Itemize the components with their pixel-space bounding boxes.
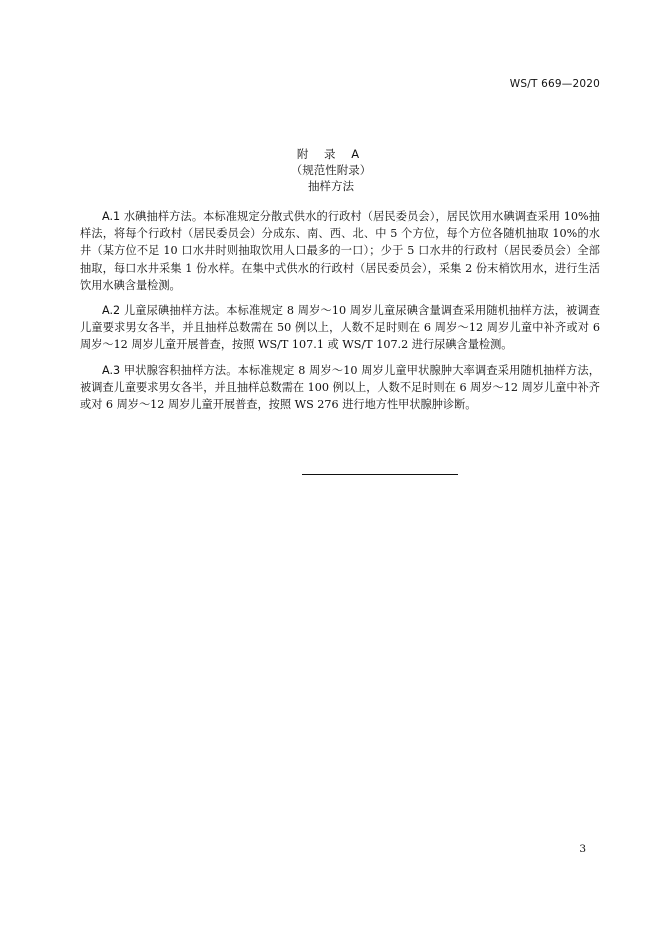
paragraph-text: 儿童尿碘抽样方法。本标准规定 8 周岁～10 周岁儿童尿碘含量调查采用随机抽样方法，被调查儿童要求男女各半，并且抽样总数需在 50 例以上，人数不足时则在 6 周岁～12 周岁儿童中补齐或对 6 周岁～12 周岁儿童开展普查，按照 WS/T 107.1 或 WS/T 107.2 进行尿碘含量检测。 [80,304,600,352]
paragraph-a1 [80,208,600,294]
appendix-heading [0,146,662,194]
paragraph-a2 [80,302,600,354]
paragraph-number: A.3 [102,363,121,377]
appendix-subject: 抽样方法 [308,179,354,193]
appendix-title: 附 录 A [296,147,366,161]
end-rule-divider [302,474,458,475]
paragraph-number: A.2 [102,304,121,318]
appendix-nature: （规范性附录） [290,163,372,177]
standard-code: WS/T 669—2020 [509,78,600,90]
paragraph-number: A.1 [102,210,121,223]
document-body [80,208,600,421]
page-number: 3 [579,843,586,855]
paragraph-text: 水碘抽样方法。本标准规定分散式供水的行政村（居民委员会），居民饮用水碘调查采用 10%抽样法，将每个行政村（居民委员会）分成东、南、西、北、中 5 个方位，每个方位各随机抽取 10%的水井（某方位不足 10 口水井时则抽取饮用人口最多的一口）；少于 5 口水井的行政村（居民委员会）全部抽取，每口水井采集 1 份水样。在集中式供水的行政村（居民委员会），采集 2 份末梢饮用水，进行生活饮用水碘含量检测。 [80,210,600,292]
paragraph-text: 甲状腺容积抽样方法。本标准规定 8 周岁～10 周岁儿童甲状腺肿大率调查采用随机抽样方法，被调查儿童要求男女各半，并且抽样总数需在 100 例以上，人数不足时则在 6 周岁～12 周岁儿童中补齐或对 6 周岁～12 周岁儿童开展普查，按照 WS 276 进行地方性甲状腺肿诊断。 [80,363,600,412]
paragraph-a3 [80,362,600,414]
